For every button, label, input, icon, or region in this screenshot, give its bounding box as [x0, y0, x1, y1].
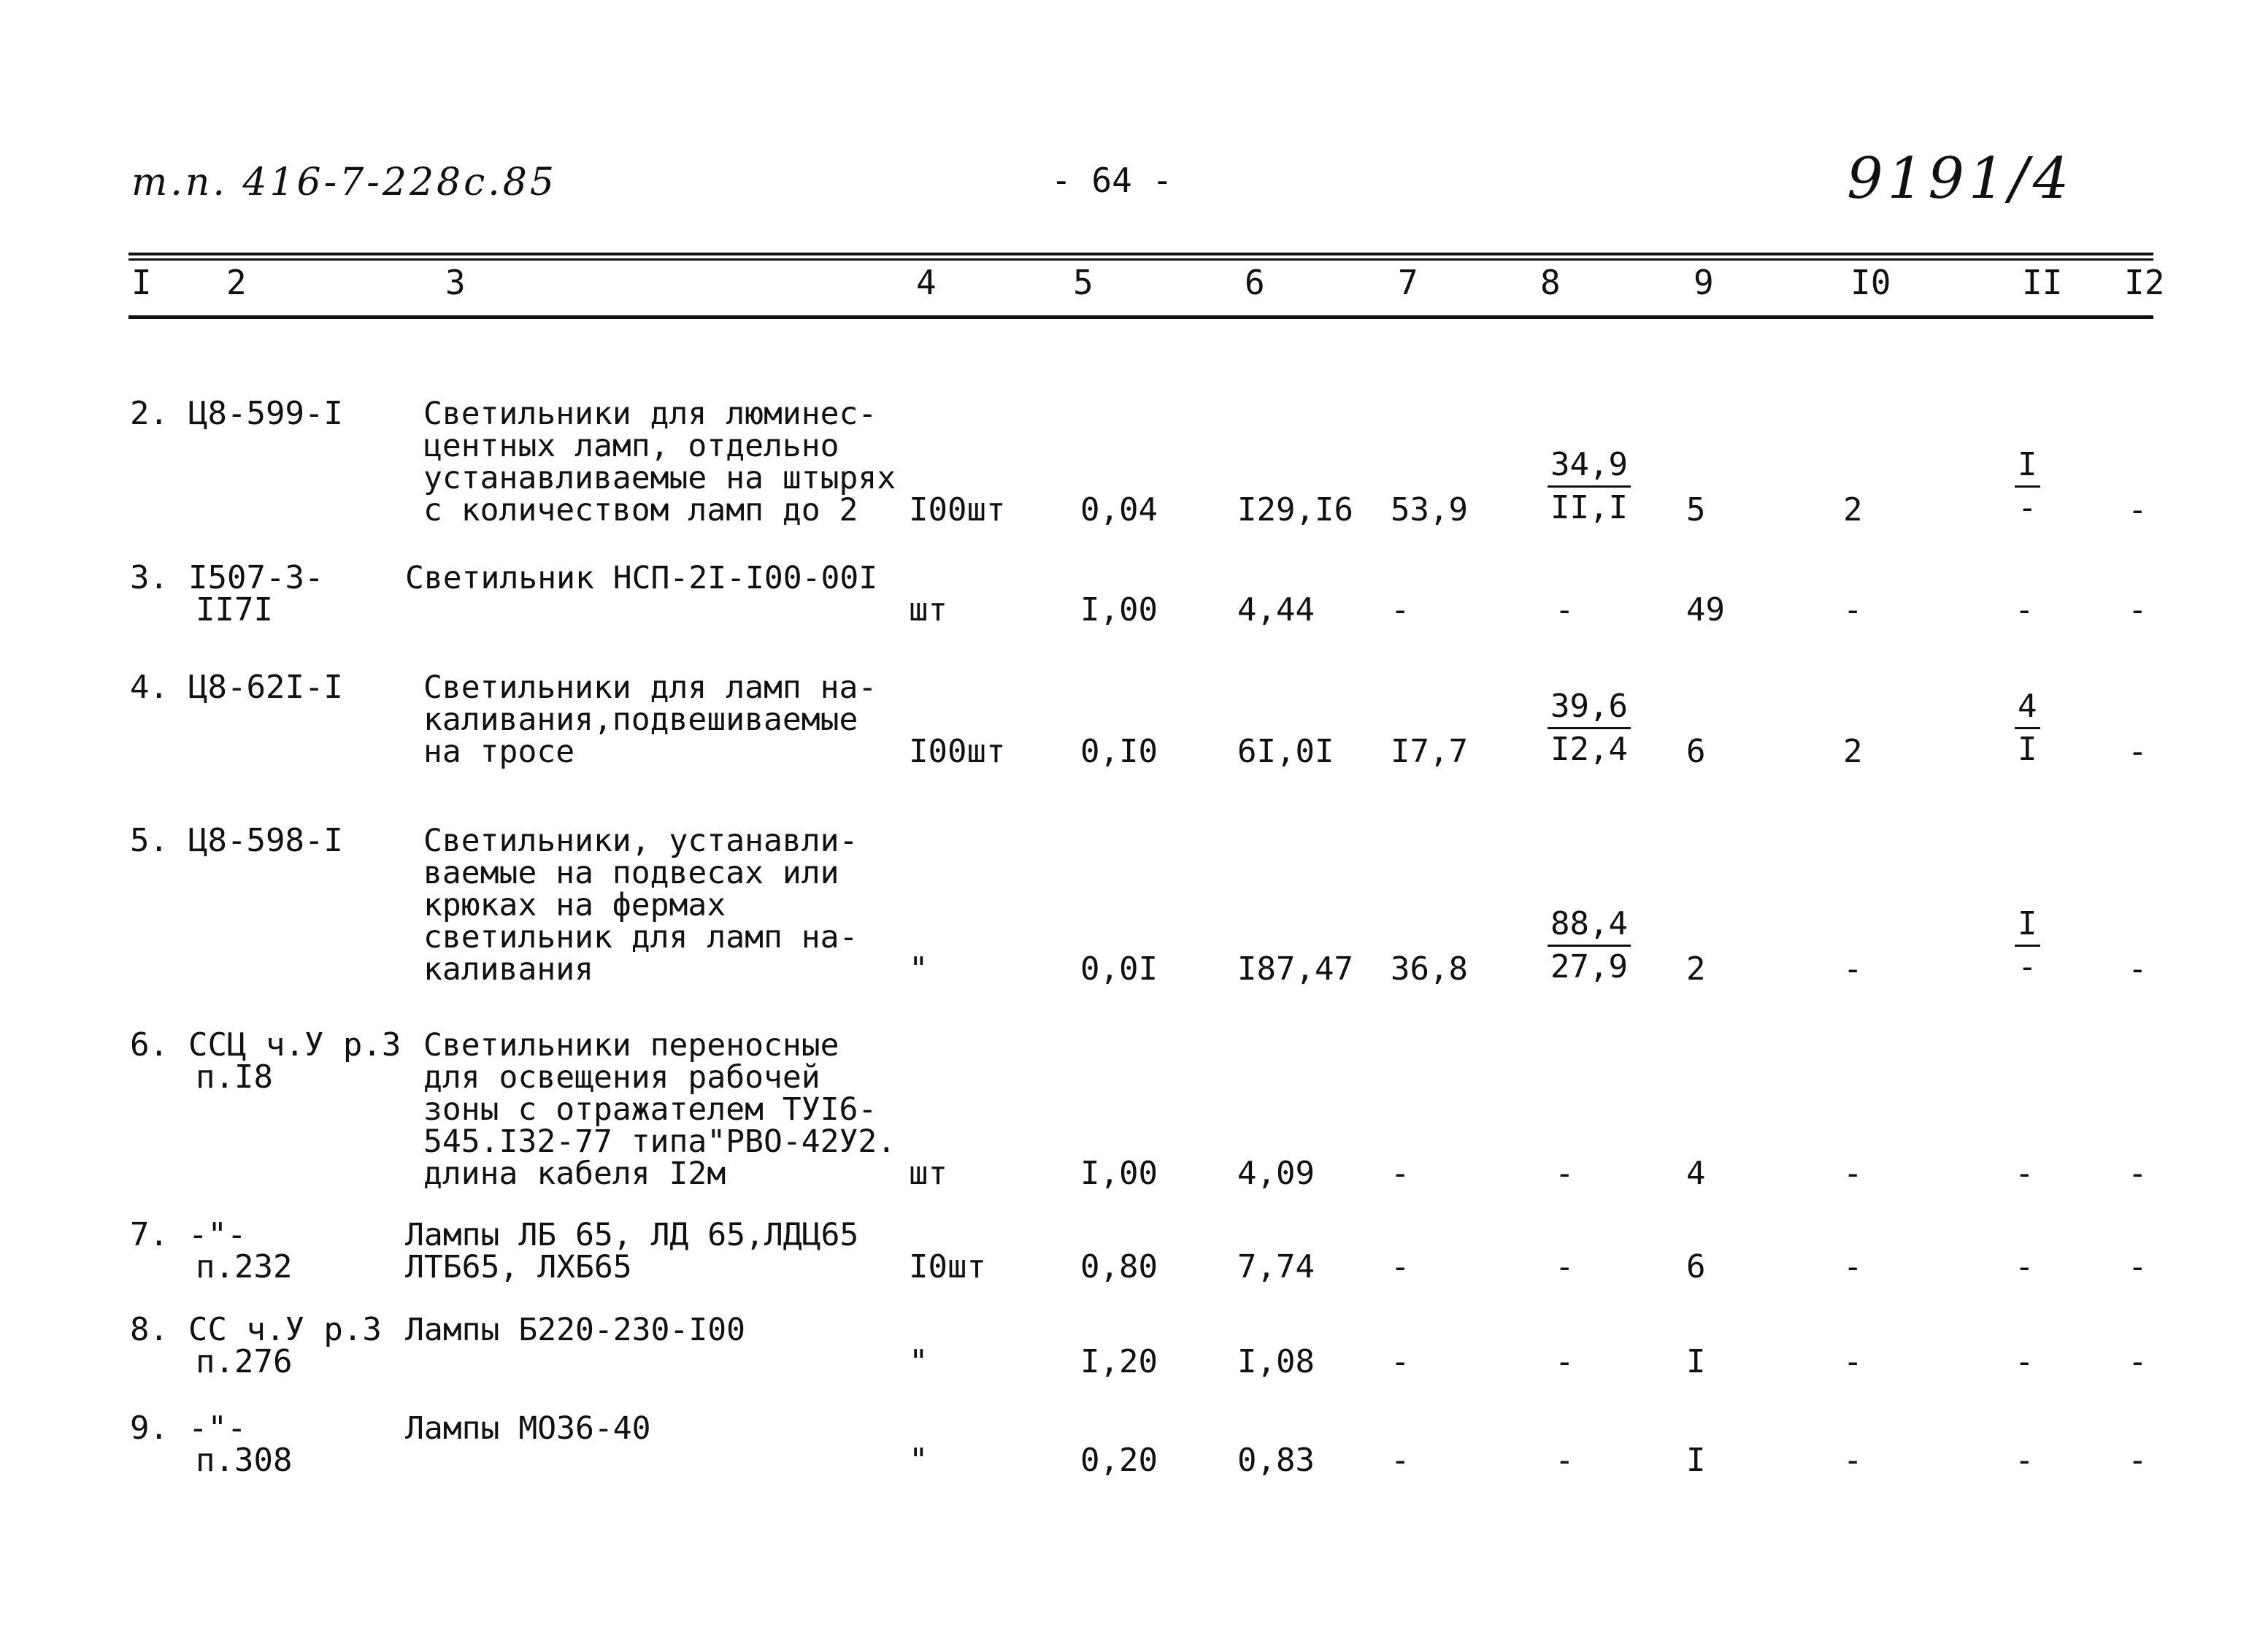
column-7-cell: I7,7	[1391, 733, 1468, 770]
column-11-denominator: I	[2018, 731, 2037, 768]
column-9-cell: 5	[1686, 491, 1706, 528]
column-number: 4	[916, 263, 937, 302]
row-number: 8.	[130, 1311, 169, 1348]
column-8-cell: -	[1555, 1248, 1575, 1285]
column-8-denominator: 27,9	[1550, 948, 1628, 985]
unit-cell: "	[909, 1442, 929, 1479]
row-description: крюках на фермах	[423, 887, 726, 923]
column-8-denominator: I2,4	[1550, 731, 1628, 768]
column-11-denominator: -	[2018, 948, 2037, 985]
row-description: 545.I32-77 типа"РВО-42У2.	[423, 1123, 896, 1160]
column-8-fraction	[1548, 446, 1631, 526]
row-description: Светильник НСП-2I-I00-00I	[405, 560, 878, 596]
column-7-cell: -	[1391, 1155, 1410, 1192]
row-code: ССЦ ч.У р.3	[188, 1026, 401, 1064]
column-12-cell: -	[2128, 1248, 2148, 1285]
row-code: I507-3-	[188, 559, 324, 596]
column-12-cell: -	[2128, 491, 2148, 528]
row-description: Светильники для люминес-	[423, 396, 877, 432]
row-description: на тросе	[423, 734, 575, 770]
column-9-cell: 4	[1686, 1155, 1706, 1192]
column-6-cell: 6I,0I	[1237, 733, 1334, 770]
column-7-cell: -	[1391, 1343, 1410, 1380]
quantity-cell: 0,80	[1080, 1248, 1158, 1285]
header-rule-top	[128, 253, 2153, 255]
column-10-cell: -	[1843, 1248, 1863, 1285]
column-7-cell: 36,8	[1391, 950, 1468, 988]
column-12-cell: -	[2128, 1155, 2148, 1192]
row-description: устанавливаемые на штырях	[423, 460, 896, 496]
column-8-cell: -	[1555, 1442, 1575, 1479]
column-8-cell: -	[1555, 591, 1575, 628]
row-code: -"-	[188, 1216, 247, 1253]
column-6-cell: 4,44	[1237, 591, 1315, 628]
column-number: I0	[1850, 263, 1891, 302]
column-10-cell: -	[1843, 1442, 1863, 1479]
row-description: Лампы МО36-40	[405, 1410, 651, 1447]
column-number: 7	[1398, 263, 1418, 302]
unit-cell: "	[909, 950, 929, 988]
column-8-cell: -	[1555, 1155, 1575, 1192]
row-description: для освещения рабочей	[423, 1059, 820, 1096]
unit-cell: I00шт	[909, 491, 1006, 528]
row-description: Светильники, устанавли-	[423, 823, 858, 859]
row-code: п.232	[196, 1248, 293, 1285]
column-10-cell: -	[1843, 1155, 1863, 1192]
column-9-cell: I	[1686, 1343, 1706, 1380]
row-description: каливания,подвешиваемые	[423, 701, 858, 738]
doc-code: т.п. 416-7-228с.85	[131, 161, 557, 204]
row-code: Ц8-599-I	[188, 395, 343, 432]
column-9-cell: 6	[1686, 1248, 1706, 1285]
column-10-cell: -	[1843, 950, 1863, 988]
column-11-cell: -	[2015, 1442, 2034, 1479]
sheet-number: 9191/4	[1847, 146, 2074, 212]
column-8-denominator: II,I	[1550, 489, 1628, 526]
column-6-cell: 0,83	[1237, 1442, 1315, 1479]
row-description: центных ламп, отдельно	[423, 428, 839, 464]
unit-cell: шт	[909, 1155, 947, 1192]
row-description: светильник для ламп на-	[423, 919, 858, 956]
column-number: 2	[226, 263, 247, 302]
row-number: 2.	[130, 395, 169, 432]
unit-cell: "	[909, 1343, 929, 1380]
row-code: п.I8	[196, 1058, 273, 1096]
unit-cell: шт	[909, 591, 947, 628]
column-9-cell: 6	[1686, 733, 1706, 770]
quantity-cell: 0,20	[1080, 1442, 1158, 1479]
column-11-cell: -	[2015, 1343, 2034, 1380]
row-code: II7I	[196, 591, 273, 628]
row-description: зоны с отражателем ТУI6-	[423, 1091, 877, 1128]
column-11-numerator: I	[2015, 449, 2040, 488]
column-11-cell: -	[2015, 591, 2034, 628]
column-10-cell: 2	[1843, 733, 1863, 770]
column-8-numerator: 39,6	[1548, 691, 1631, 729]
column-6-cell: 7,74	[1237, 1248, 1315, 1285]
row-number: 6.	[130, 1026, 169, 1064]
column-number: I	[131, 263, 152, 302]
row-number: 7.	[130, 1216, 169, 1253]
row-description: ваемые на подвесах или	[423, 855, 839, 891]
quantity-cell: I,00	[1080, 591, 1158, 628]
column-8-numerator: 88,4	[1548, 908, 1631, 947]
unit-cell: I00шт	[909, 733, 1006, 770]
quantity-cell: I,20	[1080, 1343, 1158, 1380]
column-number: II	[2022, 263, 2063, 302]
column-11-denominator: -	[2018, 489, 2037, 526]
column-12-cell: -	[2128, 950, 2148, 988]
column-8-numerator: 34,9	[1548, 449, 1631, 488]
column-11-fraction	[2015, 446, 2040, 526]
column-8-fraction	[1548, 905, 1631, 985]
column-11-cell: -	[2015, 1248, 2034, 1285]
column-6-cell: 4,09	[1237, 1155, 1315, 1192]
column-11-cell: -	[2015, 1155, 2034, 1192]
column-10-cell: -	[1843, 591, 1863, 628]
header-rule-bottom	[128, 315, 2153, 319]
column-12-cell: -	[2128, 1442, 2148, 1479]
column-number: I2	[2124, 263, 2165, 302]
row-description: Лампы Б220-230-I00	[405, 1312, 745, 1348]
column-8-cell: -	[1555, 1343, 1575, 1380]
row-description: ЛТБ65, ЛХБ65	[405, 1249, 632, 1285]
column-9-cell: 2	[1686, 950, 1706, 988]
column-number: 8	[1540, 263, 1561, 302]
column-11-numerator: 4	[2015, 691, 2040, 729]
row-description: каливания	[423, 951, 593, 988]
row-number: 3.	[130, 559, 169, 596]
column-6-cell: I29,I6	[1237, 491, 1353, 528]
header-rule-top-2	[128, 258, 2153, 261]
column-number: 3	[445, 263, 466, 302]
column-number: 5	[1073, 263, 1093, 302]
column-11-numerator: I	[2015, 908, 2040, 947]
column-7-cell: -	[1391, 591, 1410, 628]
unit-cell: I0шт	[909, 1248, 986, 1285]
column-7-cell: -	[1391, 1442, 1410, 1479]
column-12-cell: -	[2128, 733, 2148, 770]
page-number: - 64 -	[1051, 161, 1173, 200]
column-6-cell: I87,47	[1237, 950, 1353, 988]
row-number: 9.	[130, 1410, 169, 1447]
column-12-cell: -	[2128, 591, 2148, 628]
row-description: Светильники переносные	[423, 1027, 839, 1064]
row-description: Лампы ЛБ 65, ЛД 65,ЛДЦ65	[405, 1217, 859, 1253]
column-number: 9	[1694, 263, 1714, 302]
row-code: -"-	[188, 1410, 247, 1447]
column-10-cell: -	[1843, 1343, 1863, 1380]
row-code: Ц8-62I-I	[188, 669, 343, 706]
row-description: Светильники для ламп на-	[423, 669, 877, 706]
row-code: Ц8-598-I	[188, 822, 343, 859]
row-number: 5.	[130, 822, 169, 859]
column-7-cell: -	[1391, 1248, 1410, 1285]
column-9-cell: I	[1686, 1442, 1706, 1479]
row-description: с количеством ламп до 2	[423, 492, 858, 528]
row-code: п.276	[196, 1343, 293, 1380]
column-11-fraction	[2015, 905, 2040, 985]
column-9-cell: 49	[1686, 591, 1725, 628]
row-description: длина кабеля I2м	[423, 1156, 726, 1192]
column-6-cell: I,08	[1237, 1343, 1315, 1380]
column-8-fraction	[1548, 688, 1631, 768]
row-code: СС ч.У р.3	[188, 1311, 382, 1348]
quantity-cell: 0,04	[1080, 491, 1158, 528]
quantity-cell: 0,I0	[1080, 733, 1158, 770]
column-number: 6	[1245, 263, 1265, 302]
row-code: п.308	[196, 1442, 293, 1479]
column-7-cell: 53,9	[1391, 491, 1468, 528]
column-11-fraction	[2015, 688, 2040, 768]
column-12-cell: -	[2128, 1343, 2148, 1380]
quantity-cell: 0,0I	[1080, 950, 1158, 988]
column-10-cell: 2	[1843, 491, 1863, 528]
row-number: 4.	[130, 669, 169, 706]
quantity-cell: I,00	[1080, 1155, 1158, 1192]
